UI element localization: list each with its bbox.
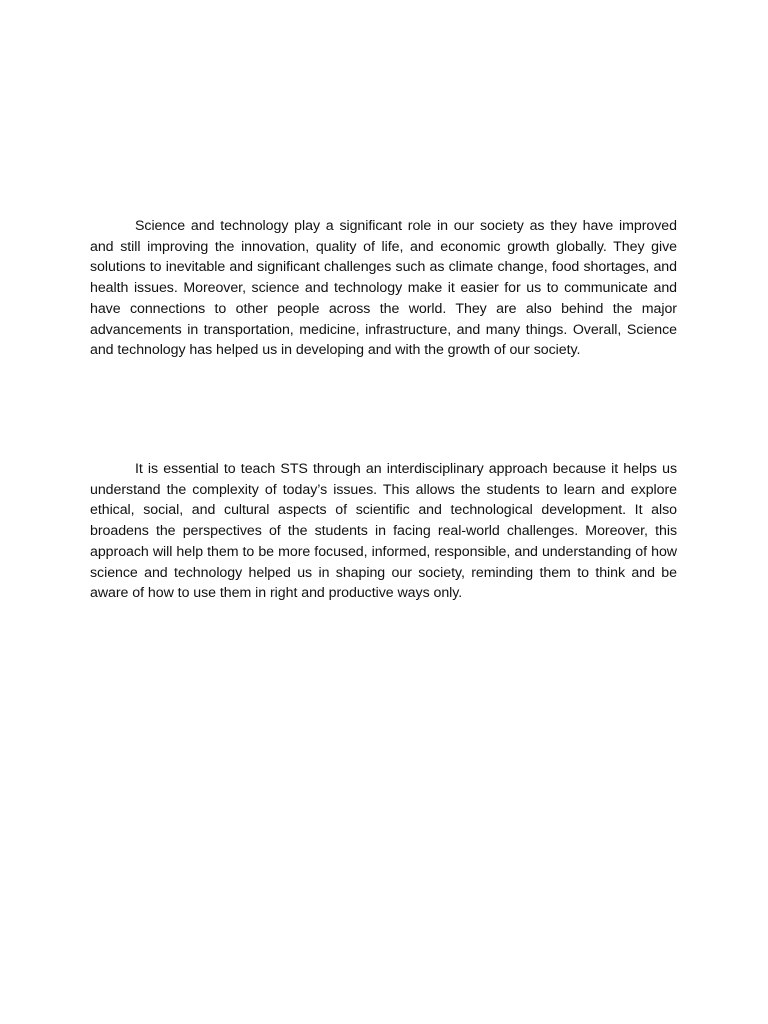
paragraph-interdisciplinary-approach: It is essential to teach STS through an interdisciplinary approach because it helps us understand the complexity of today’s issues. This allows the students to learn and explore ethical, social, and cultural aspects of scientific and technological development. It also broadens the perspectives of the students in facing real-world challenges. Moreover, this approach will help them to be more focused, informed, responsible, and understanding of how science and technology helped us in shaping our society, reminding them to think and be aware of how to use them in right and productive ways only. — [90, 461, 677, 602]
paragraph-science-and-technology-role: Science and technology play a significant role in our society as they have improved and still improving the innovation, quality of life, and economic growth globally. They give solutions to inevitable and significant challenges such as climate change, food shortages, and health issues. Moreover, science and technology make it easier for us to communicate and have connections to other people across the world. They are also behind the major advancements in transportation, medicine, infrastructure, and many things. Overall, Science and technology has helped us in developing and with the growth of our society. — [90, 218, 677, 359]
